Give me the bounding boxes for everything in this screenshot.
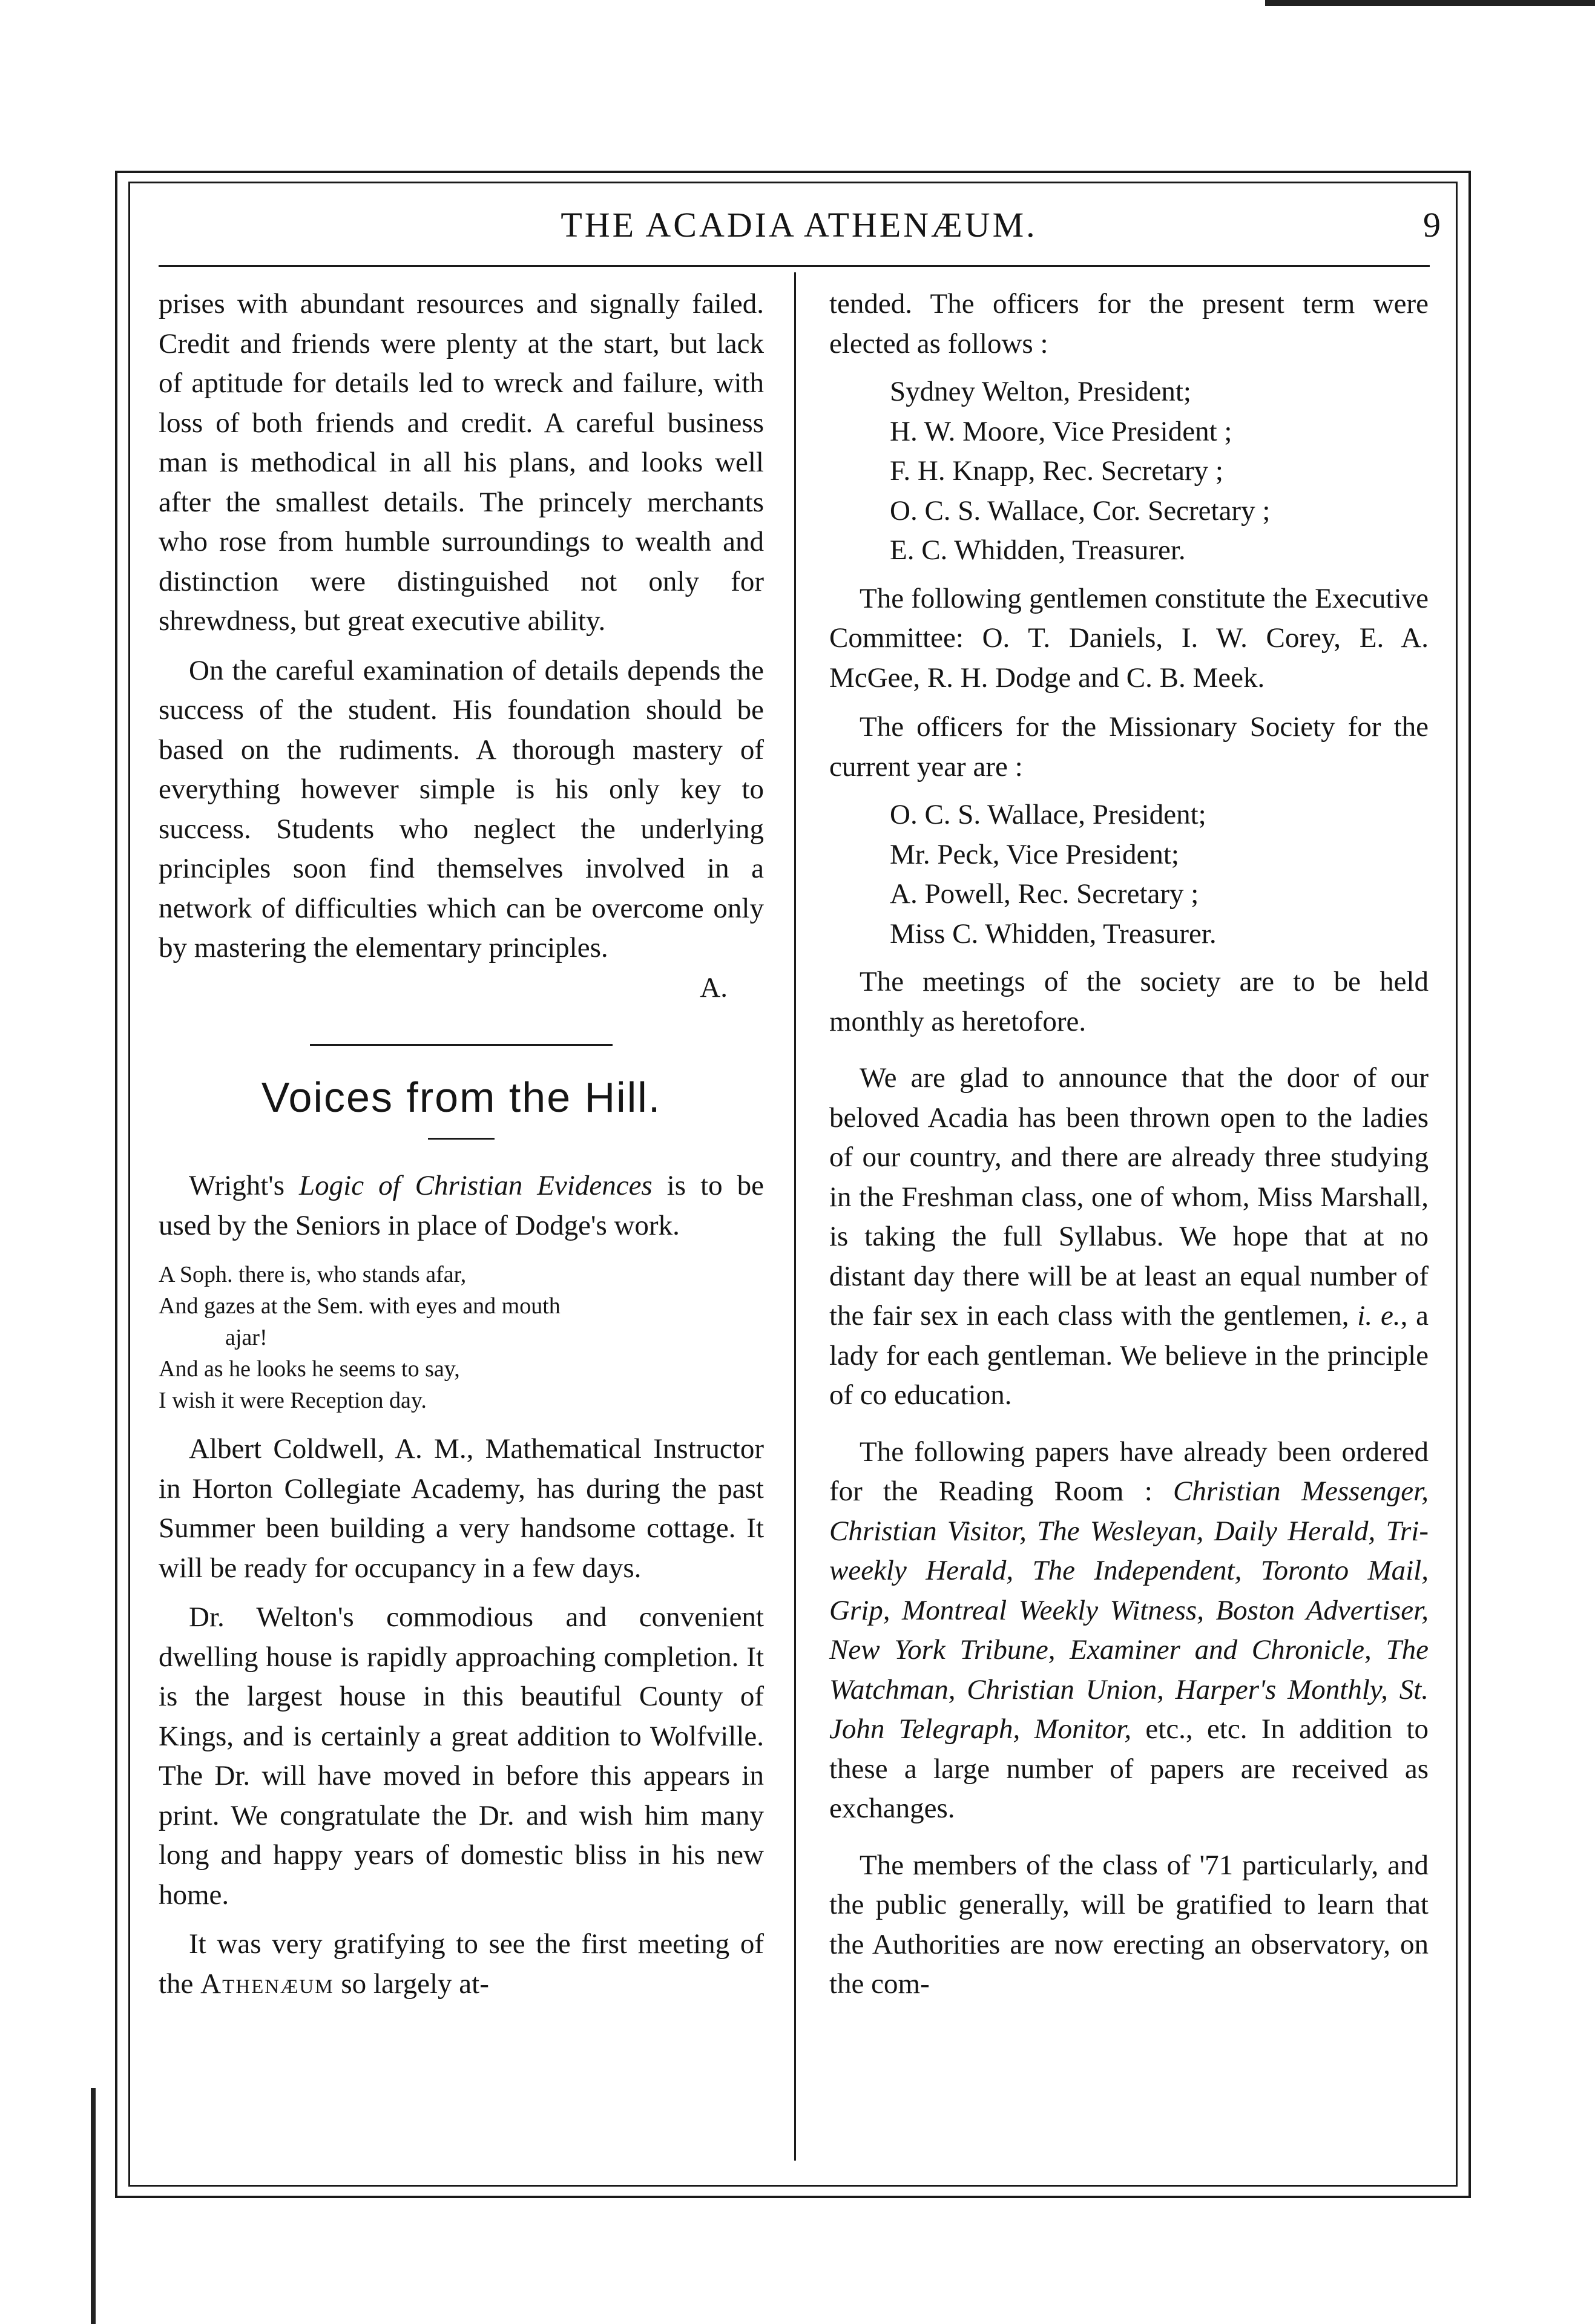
left-column [159,284,764,2185]
athenaeum-officers-list [890,372,1429,571]
poem-line-2: And gazes at the Sem. with eyes and mouth [159,1293,561,1319]
paragraph-missionary-intro: The officers for the Missionary Society for the current year are : [829,711,1429,783]
paragraph-gap [829,1042,1429,1059]
officer-vice-president: H. W. Moore, Vice President ; [890,415,1232,447]
paragraph-coldwell-cottage: Albert Coldwell, A. M., Mathematical Instructor in Horton Collegiate Academy, has during the past Summer been building a very handsome cottage. It will be ready for occupancy in a few days. [159,1433,764,1584]
column-divider [794,272,796,2161]
scan-mark-top [1265,0,1595,6]
book-title: Logic of Christian Evidences [299,1170,653,1201]
officer-cor-secretary: O. C. S. Wallace, Cor. Secretary ; [890,494,1271,527]
paragraph-student-details-text: On the careful examination of details depends the success of the student. His foundation should be based on the rudiments. A thorough mastery of everything however simple is his only key to success. Students who neglect the underlying principles soon find themselves involved in a network of difficulties which can be overcome only by mastering the elementary principles. [159,654,764,963]
frame-outer-right [1468,171,1471,2198]
paragraph-reading-room: The following papers have already been ordered for the Reading Room : Christian Messenger, Christian Visitor, The Wesleyan, Daily Herald, Tri-weekly Herald, The Independent, Toronto Mail, Grip, Montreal Weekly Witness, Boston Advertiser, New York Tribune, Examiner and Chronicle, The Watchman, Christian Union, Harper's Monthly, St. John Telegraph, Monitor, etc., etc. In addition to these a large number of papers are received as exchanges. [829,1436,1429,1824]
poem-line-5: I wish it were Reception day. [159,1388,427,1413]
frame-inner-top [128,182,1458,183]
officer-treasurer: E. C. Whidden, Treasurer. [890,534,1186,566]
paragraph-observatory: The members of the class of '71 particularly, and the public generally, will be gratified to learn that the Authorities are now erecting an observatory, on the com- [829,1849,1429,2000]
poem-line-1: A Soph. there is, who stands afar, [159,1262,467,1287]
paragraph-logic-text: Wright's Logic of Christian Evidences is to be used by the Seniors in place of Dodge's work. [159,1170,764,1241]
paragraph-athenaeum-meeting: It was very gratifying to see the first meeting of the Athenæum so largely at- [159,1928,764,2000]
officer-president: Sydney Welton, President; [890,376,1191,407]
section-separator [310,1044,613,1046]
missionary-vice-president: Mr. Peck, Vice President; [890,838,1179,870]
frame-inner-left [128,182,130,2186]
missionary-president: O. C. S. Wallace, President; [890,799,1206,830]
paragraph-business-failure: prises with abundant resources and signally failed. Credit and friends were plenty at the start, but lack of aptitude for details led to wreck and failure, with loss of both friends and credit. A careful business man is methodical in all his plans, and looks well after the smallest details. The princely merchants who rose from humble surroundings to wealth and distinction were distinguished not only for shrewdness, but great executive ability. [159,288,764,637]
poem [159,1259,764,1416]
header-rule [159,265,1430,267]
poem-line-3: ajar! [225,1325,268,1350]
paragraph-executive-committee: The following gentlemen constitute the Executive Committee: O. T. Daniels, I. W. Corey, E. A. McGee, R. H. Dodge and C. B. Meek. [829,582,1429,694]
frame-inner-right [1456,182,1458,2186]
frame-outer-bottom [115,2196,1471,2198]
frame-outer-left [115,171,117,2198]
newspaper-titles: Christian Messenger, Christian Visitor, The Wesleyan, Daily Herald, Tri-weekly Herald, The Independent, Toronto Mail, Grip, Montreal Weekly Witness, Boston Advertiser, New York Tribune, Examiner and Chronicle, The Watchman, Christian Union, Harper's Monthly, St. John Telegraph, Monitor, [829,1475,1429,1745]
paragraph-gap [829,1829,1429,1846]
missionary-treasurer: Miss C. Whidden, Treasurer. [890,917,1217,950]
paragraph-officers-intro: tended. The officers for the present term were elected as follows : [829,288,1429,359]
missionary-rec-secretary: A. Powell, Rec. Secretary ; [890,878,1199,910]
officer-rec-secretary: F. H. Knapp, Rec. Secretary ; [890,455,1223,487]
athenaeum-name: Athenæum [200,1968,334,2000]
paragraph-gap [829,1416,1429,1433]
paragraph-student-details [159,651,764,968]
poem-line-4: And as he looks he seems to say, [159,1356,460,1382]
frame-outer-top [115,171,1471,173]
right-column [829,284,1429,2185]
running-header-title: THE ACADIA ATHENÆUM. [561,205,1038,245]
paragraph-meetings: The meetings of the society are to be held monthly as heretofore. [829,966,1429,1037]
paragraph-ladies-admitted: We are glad to announce that the door of our beloved Acadia has been thrown open to the ladies of our country, and there are already three studying in the Freshman class, one of whom, Miss Marshall, is taking the full Syllabus. We hope that at no distant day there will be at least an equal number of the fair sex in each class with the gentlemen, i. e., a lady for each gentleman. We believe in the principle of co education. [829,1062,1429,1411]
section-title: Voices from the Hill. [261,1074,662,1121]
section-title-rule [428,1138,495,1140]
missionary-officers-list [890,795,1429,954]
frame-inner-bottom [128,2185,1458,2187]
paragraph-welton-house: Dr. Welton's commodious and convenient dwelling house is rapidly approaching completion. It is the largest house in this beautiful County of Kings, and is certainly a great addition to Wolfville. The Dr. will have moved in before this appears in print. We congratulate the Dr. and wish him many long and happy years of domestic bliss in his new home. [159,1601,764,1911]
scan-mark-left [91,2088,96,2324]
page-number: 9 [1423,205,1441,245]
author-signature: A. [700,971,728,1003]
